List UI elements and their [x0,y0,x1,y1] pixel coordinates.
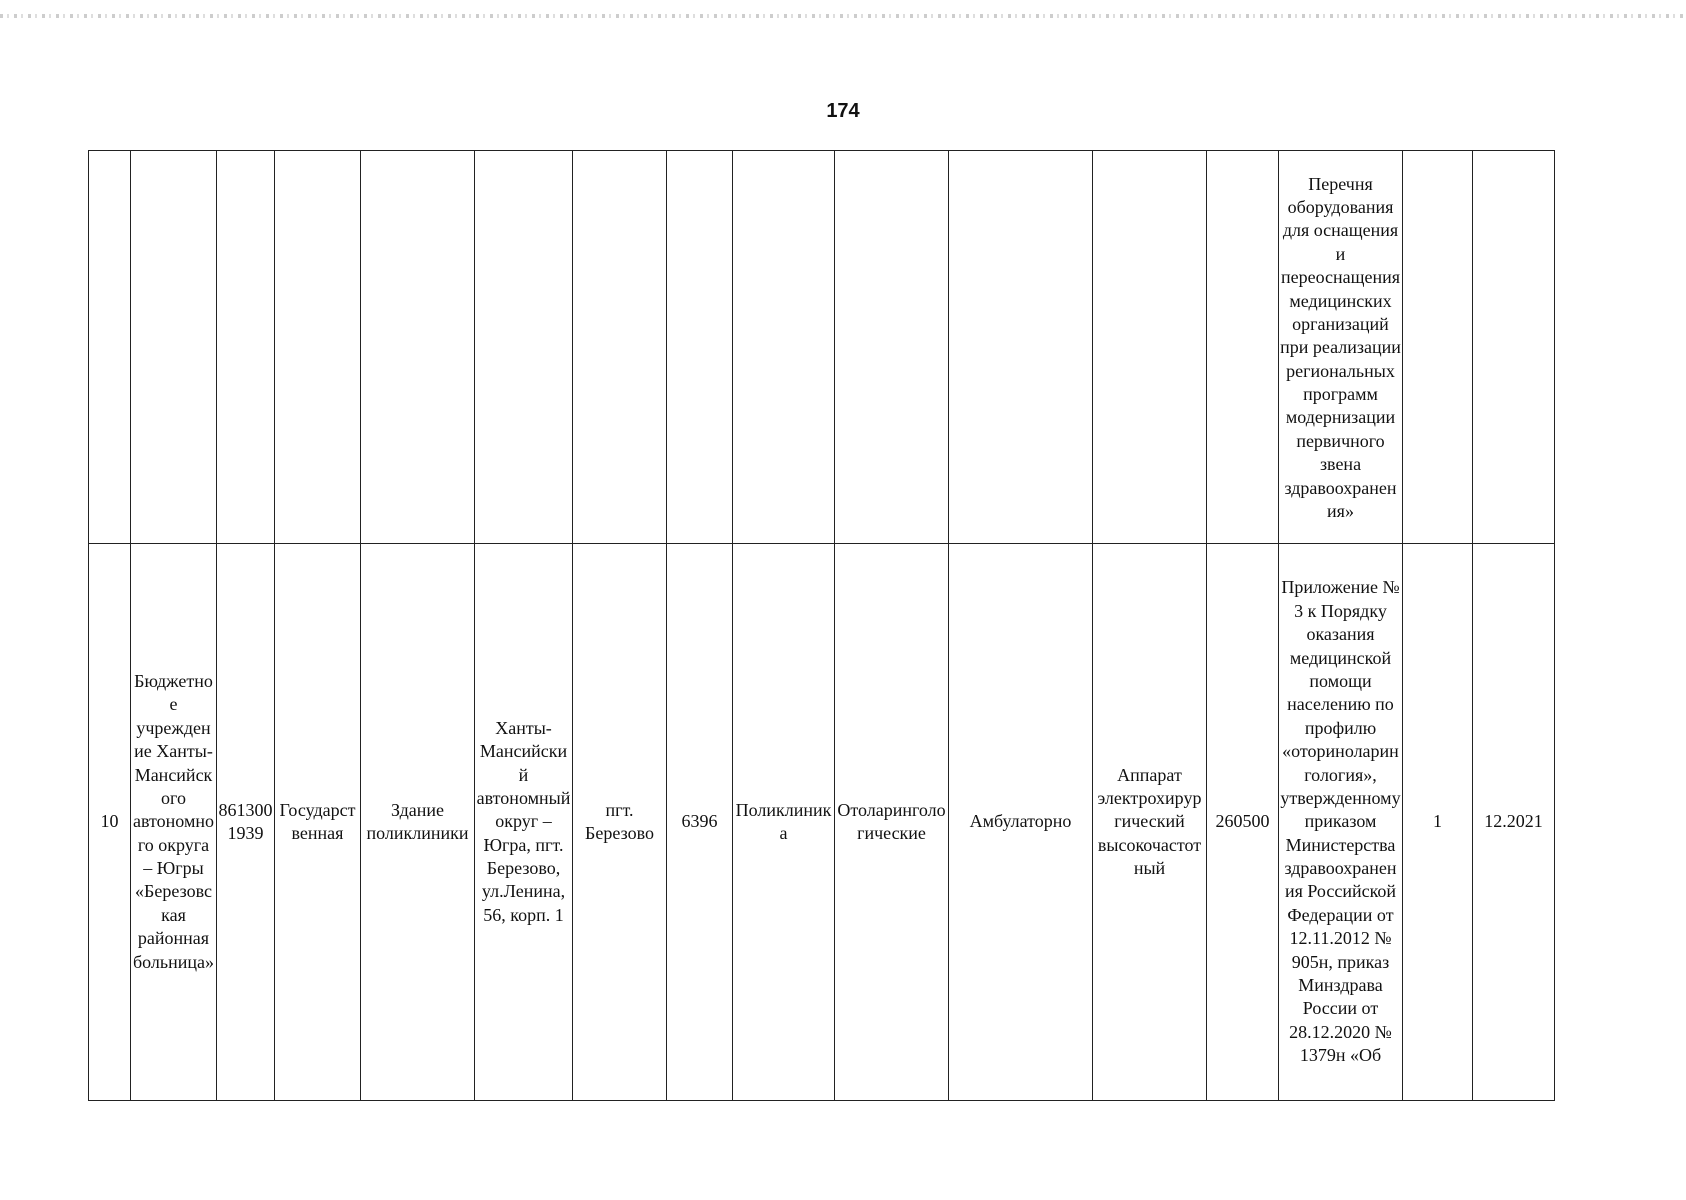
cell-document-tail [1279,151,1403,544]
cell-address-empty [475,151,573,544]
equipment-register-table [88,150,1555,1101]
cell-index-empty [89,151,131,544]
cell-quantity-empty [1403,151,1473,544]
cell-building-empty [361,151,475,544]
table-row-continuation [89,151,1555,544]
cell-date: 12.2021 [1473,544,1555,1101]
cell-inn: 8613001939 [217,544,275,1101]
cell-number: 6396 [667,544,733,1101]
cell-equipment-empty [1093,151,1207,544]
cell-ownership: Государственная [275,544,361,1101]
cell-profile-empty [835,151,949,544]
cell-equipment: Аппарат электрохирургический высокочастотный [1093,544,1207,1101]
cell-number-empty [667,151,733,544]
cell-index: 10 [89,544,131,1101]
cell-equipment-code: 260500 [1207,544,1279,1101]
cell-document: Приложение № 3 к Порядку оказания медицинской помощи населению по профилю «оториноларингология», утвержденному приказом Министерства здравоохранения Российской Федерации от 12.11.2012 № 905н, приказ Минздрава России от 28.12.2020 № 1379н «Об [1279,544,1403,1101]
cell-profile: Отоларингологические [835,544,949,1101]
table-row [89,544,1555,1101]
cell-equipment-code-empty [1207,151,1279,544]
cell-building: Здание поликлиники [361,544,475,1101]
scan-edge-noise [0,14,1686,18]
cell-organization-empty [131,151,217,544]
cell-address: Ханты-Мансийский автономный округ – Югра, пгт. Березово, ул.Ленина, 56, корп. 1 [475,544,573,1101]
cell-unit-type-empty [733,151,835,544]
cell-organization: Бюджетное учреждение Ханты-Мансийского автономного округа – Югры «Березовская районная больница» [131,544,217,1101]
cell-inn-empty [217,151,275,544]
cell-care-conditions: Амбулаторно [949,544,1093,1101]
cell-ownership-empty [275,151,361,544]
cell-unit-type: Поликлиника [733,544,835,1101]
document-tail-text: Перечня оборудования для оснащения и переоснащения медицинских организаций при реализации региональных программ модернизации первичного звена здравоохранения» [1280,173,1401,522]
cell-date-empty [1473,151,1555,544]
cell-locality-empty [573,151,667,544]
cell-care-conditions-empty [949,151,1093,544]
cell-locality: пгт. Березово [573,544,667,1101]
page-number: 174 [826,100,860,122]
cell-quantity: 1 [1403,544,1473,1101]
